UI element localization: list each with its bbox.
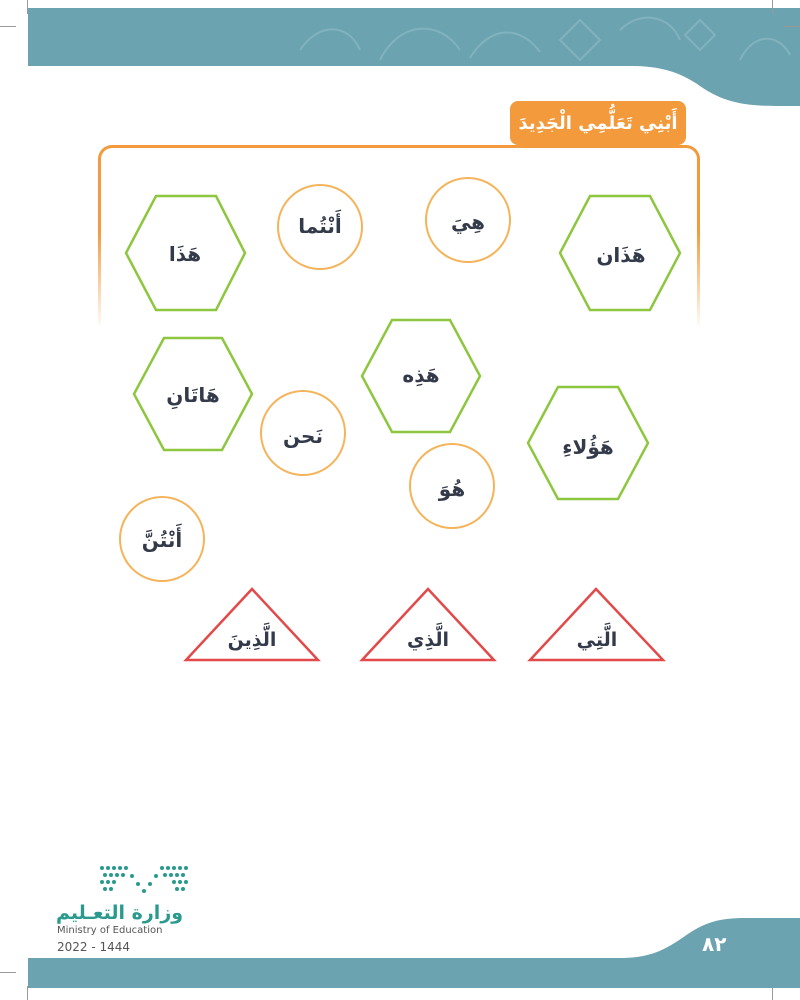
word-allati: الَّتِي xyxy=(576,629,618,651)
word-hadhihi: هَذِه xyxy=(402,363,440,387)
ministry-name-arabic: وزارة التعـليم xyxy=(56,902,184,924)
word-hadhan: هَذَان xyxy=(596,243,646,267)
ministry-name-english: Ministry of Education xyxy=(57,925,163,936)
word-alladhina: الَّذِينَ xyxy=(227,629,277,651)
ministry-logo-icon xyxy=(96,862,192,898)
word-haatani: هَاتَانِ xyxy=(166,383,220,407)
page-number: ٨٢ xyxy=(702,932,727,956)
word-hiya: هِيَ xyxy=(450,210,486,234)
word-antunna: أَنْتُنَّ xyxy=(141,528,183,552)
word-nahnu: نَحن xyxy=(283,424,323,448)
edition-year: 2022 - 1444 xyxy=(57,940,131,954)
word-alladhi: الَّذِي xyxy=(406,629,450,651)
word-antuma: أَنْتُما xyxy=(298,214,342,238)
word-hadha: هَذَا xyxy=(168,242,202,266)
section-heading: أَبْنِي تَعَلُّمِي الْجَدِيدَ xyxy=(510,101,686,145)
word-huwa: هُوَ xyxy=(438,477,466,501)
word-haulai: هَؤُلاءِ xyxy=(562,435,614,459)
